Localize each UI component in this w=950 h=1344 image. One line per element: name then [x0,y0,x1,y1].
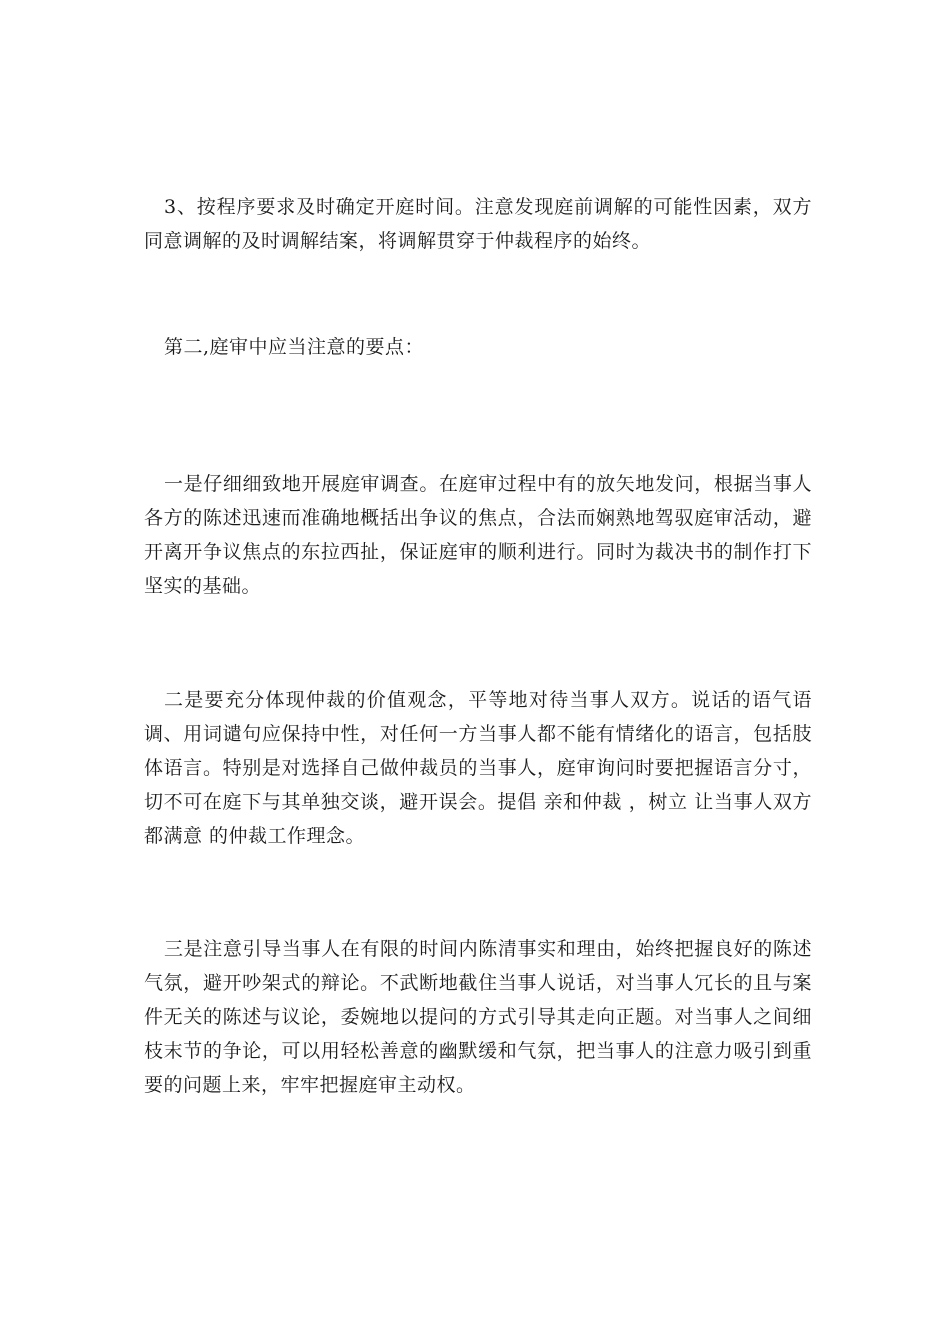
paragraph-item-3: 3、按程序要求及时确定开庭时间。注意发现庭前调解的可能性因素，双方同意调解的及时调解结案，将调解贯穿于仲裁程序的始终。 [144,196,812,252]
paragraph-point-three: 三是注意引导当事人在有限的时间内陈清事实和理由，始终把握良好的陈述气氛，避开吵架式的辩论。不武断地截住当事人说话，对当事人冗长的且与案件无关的陈述与议论，委婉地以提问的方式引导其走向正题。对当事人之间细枝末节的争论，可以用轻松善意的幽默缓和气氛，把当事人的注意力吸引到重要的问题上来，牢牢把握庭审主动权。 [144,938,812,1096]
section-heading-second: 第二,庭审中应当注意的要点： [164,336,425,358]
paragraph-point-one: 一是仔细细致地开展庭审调查。在庭审过程中有的放矢地发问，根据当事人各方的陈述迅速而准确地概括出争议的焦点，合法而娴熟地驾驭庭审活动，避开离开争议焦点的东拉西扯，保证庭审的顺利进行。同时为裁决书的制作打下坚实的基础。 [144,473,812,597]
paragraph-point-two: 二是要充分体现仲裁的价值观念，平等地对待当事人双方。说话的语气语调、用词谴句应保持中性，对任何一方当事人都不能有情绪化的语言，包括肢体语言。特别是对选择自己做仲裁员的当事人，庭审询问时要把握语言分寸，切不可在庭下与其单独交谈，避开误会。提倡 亲和仲裁 ，树立 让当事人双方都满意 的仲裁工作理念。 [144,689,812,847]
